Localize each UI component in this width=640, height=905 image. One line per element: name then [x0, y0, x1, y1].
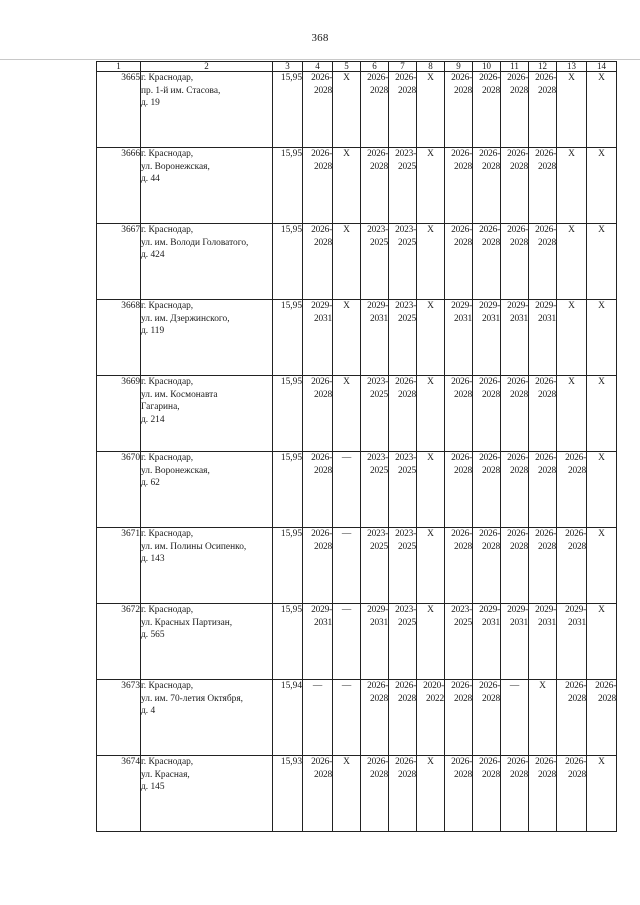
period-cell: 2029- 2031	[473, 604, 501, 680]
column-number: 1	[97, 62, 141, 72]
address-line: г. Краснодар,	[141, 301, 194, 311]
period-cell: 2023- 2025	[389, 224, 417, 300]
mark-cell: Х	[557, 72, 587, 148]
mark-cell: Х	[333, 148, 361, 224]
period-cell: 2026- 2028	[361, 72, 389, 148]
period-cell: 2026- 2028	[303, 72, 333, 148]
period-cell: 2026- 2028	[445, 528, 473, 604]
mark-cell: Х	[557, 300, 587, 376]
mark-cell: —	[333, 680, 361, 756]
column-number: 6	[361, 62, 389, 72]
mark-cell: Х	[587, 300, 617, 376]
period-cell: 2026- 2028	[361, 148, 389, 224]
address-line: Гагарина,	[141, 402, 180, 412]
table-row	[97, 756, 617, 832]
address-line: ул. им. Полины Осипенко,	[141, 541, 247, 552]
period-cell: 2026- 2028	[303, 148, 333, 224]
address-line: пр. 1-й им. Стасова,	[141, 85, 221, 96]
period-cell: 2023- 2025	[361, 224, 389, 300]
column-number: 14	[587, 62, 617, 72]
area-cell: 15,95	[273, 72, 303, 148]
period-cell: 2029- 2031	[529, 604, 557, 680]
period-cell: 2023- 2025	[389, 452, 417, 528]
table-row	[97, 72, 617, 148]
period-cell: 2026- 2028	[557, 756, 587, 832]
period-cell: 2026- 2028	[303, 224, 333, 300]
period-cell: 2023- 2025	[445, 604, 473, 680]
period-cell: 2026- 2028	[445, 148, 473, 224]
period-cell: 2026- 2028	[557, 680, 587, 756]
mark-cell: Х	[587, 376, 617, 452]
row-number: 3673	[97, 680, 141, 756]
row-number: 3672	[97, 604, 141, 680]
address-line: г. Краснодар,	[141, 453, 194, 463]
period-cell: 2026- 2028	[501, 528, 529, 604]
address-line: ул. Воронежская,	[141, 465, 210, 476]
repair-schedule-table	[96, 61, 617, 832]
mark-cell: Х	[333, 756, 361, 832]
mark-cell: Х	[557, 224, 587, 300]
period-cell: 2026- 2028	[473, 680, 501, 756]
period-cell: 2023- 2025	[389, 148, 417, 224]
period-cell: 2026- 2028	[501, 72, 529, 148]
period-cell: 2026- 2028	[529, 376, 557, 452]
mark-cell: Х	[417, 148, 445, 224]
period-cell: 2026- 2028	[501, 148, 529, 224]
mark-cell: Х	[587, 756, 617, 832]
period-cell: 2029- 2031	[361, 604, 389, 680]
mark-cell: Х	[417, 528, 445, 604]
area-cell: 15,95	[273, 148, 303, 224]
period-cell: 2026- 2028	[361, 756, 389, 832]
column-number: 5	[333, 62, 361, 72]
column-number: 11	[501, 62, 529, 72]
mark-cell: Х	[417, 300, 445, 376]
address-line: ул. Красная,	[141, 769, 190, 780]
area-cell: 15,95	[273, 300, 303, 376]
table-row	[97, 528, 617, 604]
mark-cell: Х	[587, 148, 617, 224]
address-line: ул. им. Володи Головатого,	[141, 237, 249, 248]
period-cell: 2026- 2028	[501, 452, 529, 528]
address-line: ул. Воронежская,	[141, 161, 210, 172]
address-line: г. Краснодар,	[141, 529, 194, 539]
header-rule	[0, 59, 640, 60]
page-number: 368	[311, 32, 329, 44]
address-line: д. 143	[141, 554, 165, 564]
mark-cell: Х	[417, 604, 445, 680]
period-cell: 2029- 2031	[303, 604, 333, 680]
row-number: 3674	[97, 756, 141, 832]
address-line: г. Краснодар,	[141, 377, 194, 387]
mark-cell: Х	[417, 224, 445, 300]
area-cell: 15,94	[273, 680, 303, 756]
table-row	[97, 376, 617, 452]
period-cell: 2029- 2031	[501, 300, 529, 376]
mark-cell: Х	[333, 72, 361, 148]
mark-cell: Х	[557, 148, 587, 224]
row-number: 3670	[97, 452, 141, 528]
period-cell: 2026- 2028	[529, 148, 557, 224]
period-cell: 2026- 2028	[529, 224, 557, 300]
column-number: 12	[529, 62, 557, 72]
period-cell: 2026- 2028	[445, 756, 473, 832]
address-cell	[141, 756, 273, 832]
mark-cell: Х	[587, 604, 617, 680]
period-cell: 2026- 2028	[529, 72, 557, 148]
address-cell	[141, 300, 273, 376]
mark-cell: Х	[333, 224, 361, 300]
period-cell: 2026- 2028	[445, 72, 473, 148]
period-cell: 2026- 2028	[445, 680, 473, 756]
mark-cell: Х	[587, 72, 617, 148]
period-cell: 2023- 2025	[389, 528, 417, 604]
period-cell: 2026- 2028	[389, 376, 417, 452]
period-cell: 2026- 2028	[529, 452, 557, 528]
period-cell: 2026- 2028	[445, 376, 473, 452]
column-number: 4	[303, 62, 333, 72]
period-cell: 2026- 2028	[445, 452, 473, 528]
address-cell	[141, 452, 273, 528]
period-cell: 2026- 2028	[303, 376, 333, 452]
area-cell: 15,95	[273, 528, 303, 604]
address-cell	[141, 148, 273, 224]
row-number: 3671	[97, 528, 141, 604]
period-cell: 2026- 2028	[473, 376, 501, 452]
period-cell: 2026- 2028	[473, 148, 501, 224]
row-number: 3666	[97, 148, 141, 224]
column-number: 9	[445, 62, 473, 72]
mark-cell: Х	[529, 680, 557, 756]
period-cell: 2026- 2028	[303, 528, 333, 604]
address-cell	[141, 680, 273, 756]
address-line: г. Краснодар,	[141, 681, 194, 691]
address-cell	[141, 224, 273, 300]
period-cell: 2023- 2025	[389, 300, 417, 376]
period-cell: 2029- 2031	[445, 300, 473, 376]
mark-cell: Х	[557, 376, 587, 452]
address-line: д. 4	[141, 706, 156, 716]
period-cell: 2026- 2028	[557, 528, 587, 604]
period-cell: 2029- 2031	[361, 300, 389, 376]
period-cell: 2029- 2031	[557, 604, 587, 680]
mark-cell: Х	[587, 528, 617, 604]
mark-cell: —	[333, 452, 361, 528]
mark-cell: Х	[333, 376, 361, 452]
period-cell: 2026- 2028	[501, 376, 529, 452]
period-cell: 2026- 2028	[557, 452, 587, 528]
row-number: 3668	[97, 300, 141, 376]
mark-cell: Х	[417, 756, 445, 832]
period-cell: 2026- 2028	[389, 680, 417, 756]
period-cell: 2023- 2025	[361, 528, 389, 604]
mark-cell: Х	[417, 452, 445, 528]
period-cell: 2029- 2031	[473, 300, 501, 376]
column-number: 3	[273, 62, 303, 72]
address-cell	[141, 376, 273, 452]
period-cell: 2026- 2028	[587, 680, 617, 756]
period-cell: 2026- 2028	[473, 756, 501, 832]
table-body	[97, 72, 617, 832]
column-number-row	[97, 62, 617, 72]
address-line: г. Краснодар,	[141, 757, 194, 767]
area-cell: 15,95	[273, 376, 303, 452]
period-cell: 2029- 2031	[303, 300, 333, 376]
mark-cell: —	[333, 604, 361, 680]
address-line: д. 19	[141, 98, 160, 108]
address-line: г. Краснодар,	[141, 225, 194, 235]
period-cell: 2023- 2025	[361, 452, 389, 528]
address-line: д. 145	[141, 782, 165, 792]
period-cell: 2026- 2028	[501, 224, 529, 300]
row-number: 3667	[97, 224, 141, 300]
row-number: 3669	[97, 376, 141, 452]
area-cell: 15,95	[273, 604, 303, 680]
address-line: д. 44	[141, 174, 160, 184]
address-line: д. 565	[141, 630, 165, 640]
table-row	[97, 604, 617, 680]
period-cell: 2026- 2028	[473, 452, 501, 528]
column-number: 13	[557, 62, 587, 72]
mark-cell: Х	[587, 224, 617, 300]
table-row	[97, 680, 617, 756]
period-cell: 2026- 2028	[303, 756, 333, 832]
period-cell: 2026- 2028	[361, 680, 389, 756]
address-cell	[141, 528, 273, 604]
period-cell: 2023- 2025	[389, 604, 417, 680]
table-row	[97, 224, 617, 300]
area-cell: 15,93	[273, 756, 303, 832]
period-cell: 2020- 2022	[417, 680, 445, 756]
column-number: 8	[417, 62, 445, 72]
mark-cell: Х	[417, 72, 445, 148]
period-cell: 2026- 2028	[473, 224, 501, 300]
address-line: ул. Красных Партизан,	[141, 617, 233, 628]
mark-cell: —	[303, 680, 333, 756]
period-cell: 2026- 2028	[473, 72, 501, 148]
address-line: ул. им. Дзержинского,	[141, 313, 230, 324]
period-cell: 2026- 2028	[501, 756, 529, 832]
address-cell	[141, 604, 273, 680]
period-cell: 2026- 2028	[303, 452, 333, 528]
mark-cell: Х	[417, 376, 445, 452]
mark-cell: —	[501, 680, 529, 756]
address-line: ул. им. 70-летия Октября,	[141, 693, 243, 704]
period-cell: 2029- 2031	[529, 300, 557, 376]
mark-cell: —	[333, 528, 361, 604]
address-line: д. 214	[141, 414, 165, 425]
period-cell: 2026- 2028	[529, 756, 557, 832]
address-line: д. 424	[141, 250, 165, 260]
area-cell: 15,95	[273, 452, 303, 528]
period-cell: 2026- 2028	[389, 756, 417, 832]
address-line: г. Краснодар,	[141, 605, 194, 615]
period-cell: 2029- 2031	[501, 604, 529, 680]
period-cell: 2026- 2028	[445, 224, 473, 300]
table-row	[97, 148, 617, 224]
address-line: г. Краснодар,	[141, 73, 194, 83]
address-line: ул. им. Космонавта	[141, 389, 218, 400]
table-row	[97, 300, 617, 376]
column-number: 2	[141, 62, 273, 72]
address-line: д. 119	[141, 326, 165, 336]
period-cell: 2026- 2028	[529, 528, 557, 604]
column-number: 7	[389, 62, 417, 72]
area-cell: 15,95	[273, 224, 303, 300]
column-number: 10	[473, 62, 501, 72]
mark-cell: Х	[587, 452, 617, 528]
address-cell	[141, 72, 273, 148]
address-line: г. Краснодар,	[141, 149, 194, 159]
period-cell: 2023- 2025	[361, 376, 389, 452]
mark-cell: Х	[333, 300, 361, 376]
table-row	[97, 452, 617, 528]
row-number: 3665	[97, 72, 141, 148]
address-line: д. 62	[141, 478, 160, 488]
period-cell: 2026- 2028	[389, 72, 417, 148]
period-cell: 2026- 2028	[473, 528, 501, 604]
